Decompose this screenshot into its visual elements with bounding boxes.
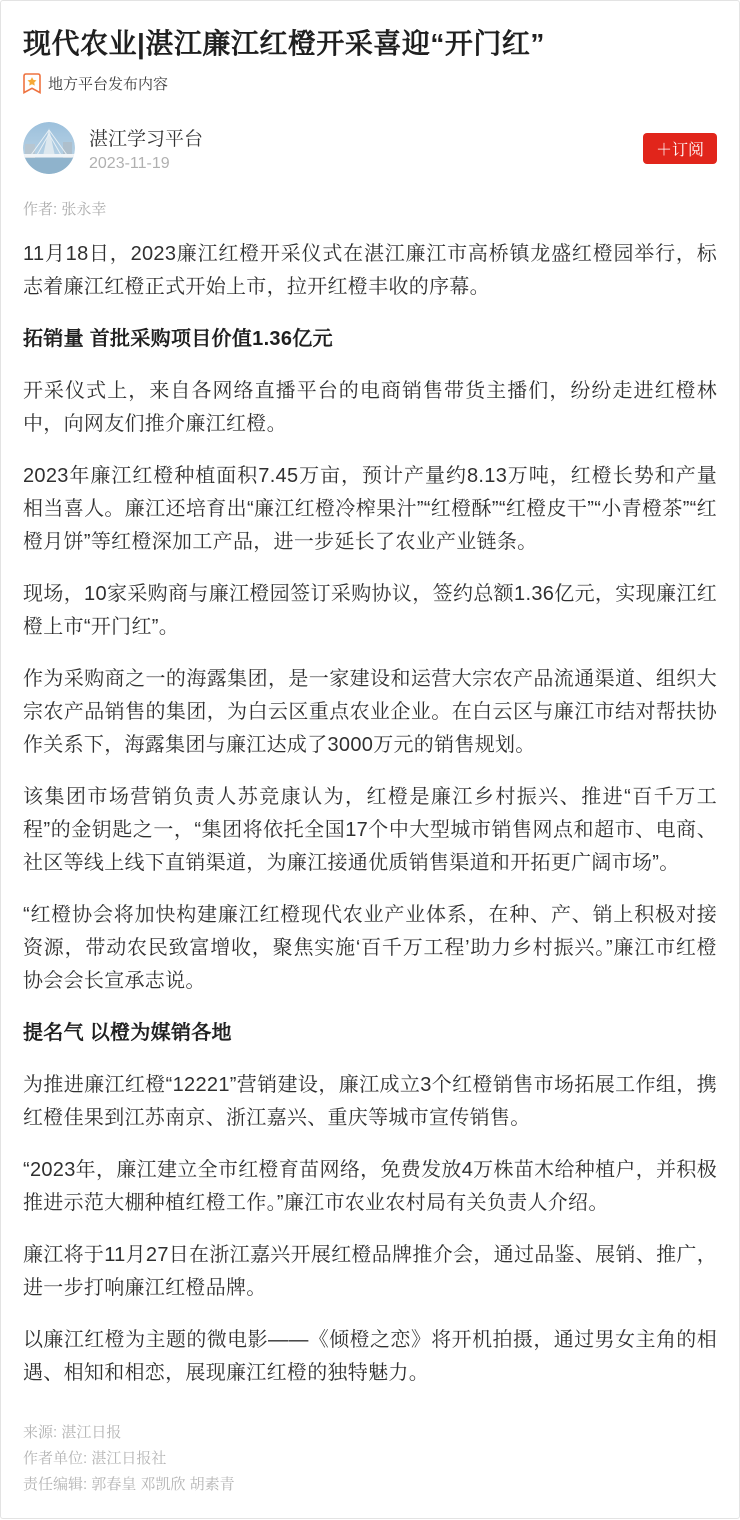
paragraph: 以廉江红橙为主题的微电影——《倾橙之恋》将开机拍摄，通过男女主角的相遇、相知和相恋，展现廉江红橙的独特魅力。 bbox=[23, 1329, 717, 1384]
subscribe-button[interactable]: ＋订阅 bbox=[643, 133, 717, 164]
section-heading: 拓销量 首批采购项目价值1.36亿元 bbox=[23, 328, 333, 350]
paragraph: 11月18日，2023廉江红橙开采仪式在湛江廉江市高桥镇龙盛红橙园举行，标志着廉江红橙正式开始上市，拉开红橙丰收的序幕。 bbox=[23, 243, 717, 298]
article-footer bbox=[23, 1420, 717, 1498]
content-source-tag bbox=[23, 73, 717, 94]
author-line: 作者: 张永幸 bbox=[23, 201, 107, 218]
publisher-row bbox=[23, 122, 717, 174]
avatar[interactable] bbox=[23, 122, 75, 174]
paragraph: 作为采购商之一的海露集团，是一家建设和运营大宗农产品流通渠道、组织大宗农产品销售的集团，为白云区重点农业企业。在白云区与廉江市结对帮扶协作关系下，海露集团与廉江达成了3000万元的销售规划。 bbox=[23, 668, 717, 756]
publisher-meta bbox=[89, 124, 203, 173]
paragraph: 廉江将于11月27日在浙江嘉兴开展红橙品牌推介会，通过品鉴、展销、推广，进一步打响廉江红橙品牌。 bbox=[23, 1244, 717, 1299]
article-body bbox=[23, 238, 717, 1390]
source-line: 来源: 湛江日报 bbox=[23, 1424, 122, 1441]
section-heading: 提名气 以橙为媒销各地 bbox=[23, 1022, 232, 1044]
paragraph: 现场，10家采购商与廉江橙园签订采购协议，签约总额1.36亿元，实现廉江红橙上市“开门红”。 bbox=[23, 583, 717, 638]
page-title: 现代农业|湛江廉江红橙开采喜迎“开门红” bbox=[23, 28, 545, 59]
paragraph: 该集团市场营销负责人苏竞康认为，红橙是廉江乡村振兴、推进“百千万工程”的金钥匙之一，“集团将依托全国17个中大型城市销售网点和超市、电商、社区等线上线下直销渠道，为廉江接通优质销售渠道和开拓更广阔市场”。 bbox=[23, 786, 717, 874]
paragraph: 为推进廉江红橙“12221”营销建设，廉江成立3个红橙销售市场拓展工作组，携红橙佳果到江苏南京、浙江嘉兴、重庆等城市宣传销售。 bbox=[23, 1074, 717, 1129]
tag-label: 地方平台发布内容 bbox=[48, 76, 169, 93]
author-unit-line: 作者单位: 湛江日报社 bbox=[23, 1450, 167, 1467]
paragraph: 2023年廉江红橙种植面积7.45万亩，预计产量约8.13万吨，红橙长势和产量相当喜人。廉江还培育出“廉江红橙冷榨果汁”“红橙酥”“红橙皮干”“小青橙茶”“红橙月饼”等红橙深加工产品，进一步延长了农业产业链条。 bbox=[23, 465, 717, 553]
paragraph: 开采仪式上，来自各网络直播平台的电商销售带货主播们，纷纷走进红橙林中，向网友们推介廉江红橙。 bbox=[23, 380, 717, 435]
publisher-name[interactable]: 湛江学习平台 bbox=[89, 128, 204, 150]
editors-line: 责任编辑: 郭春皇 邓凯欣 胡素青 bbox=[23, 1476, 235, 1493]
paragraph: “红橙协会将加快构建廉江红橙现代农业产业体系，在种、产、销上积极对接资源，带动农民致富增收，聚焦实施‘百千万工程’助力乡村振兴。”廉江市红橙协会会长宣承志说。 bbox=[23, 904, 717, 992]
publish-date: 2023-11-19 bbox=[89, 154, 170, 172]
paragraph: “2023年，廉江建立全市红橙育苗网络，免费发放4万株苗木给种植户，并积极推进示范大棚种植红橙工作。”廉江市农业农村局有关负责人介绍。 bbox=[23, 1159, 717, 1214]
bookmark-star-icon bbox=[23, 73, 41, 94]
